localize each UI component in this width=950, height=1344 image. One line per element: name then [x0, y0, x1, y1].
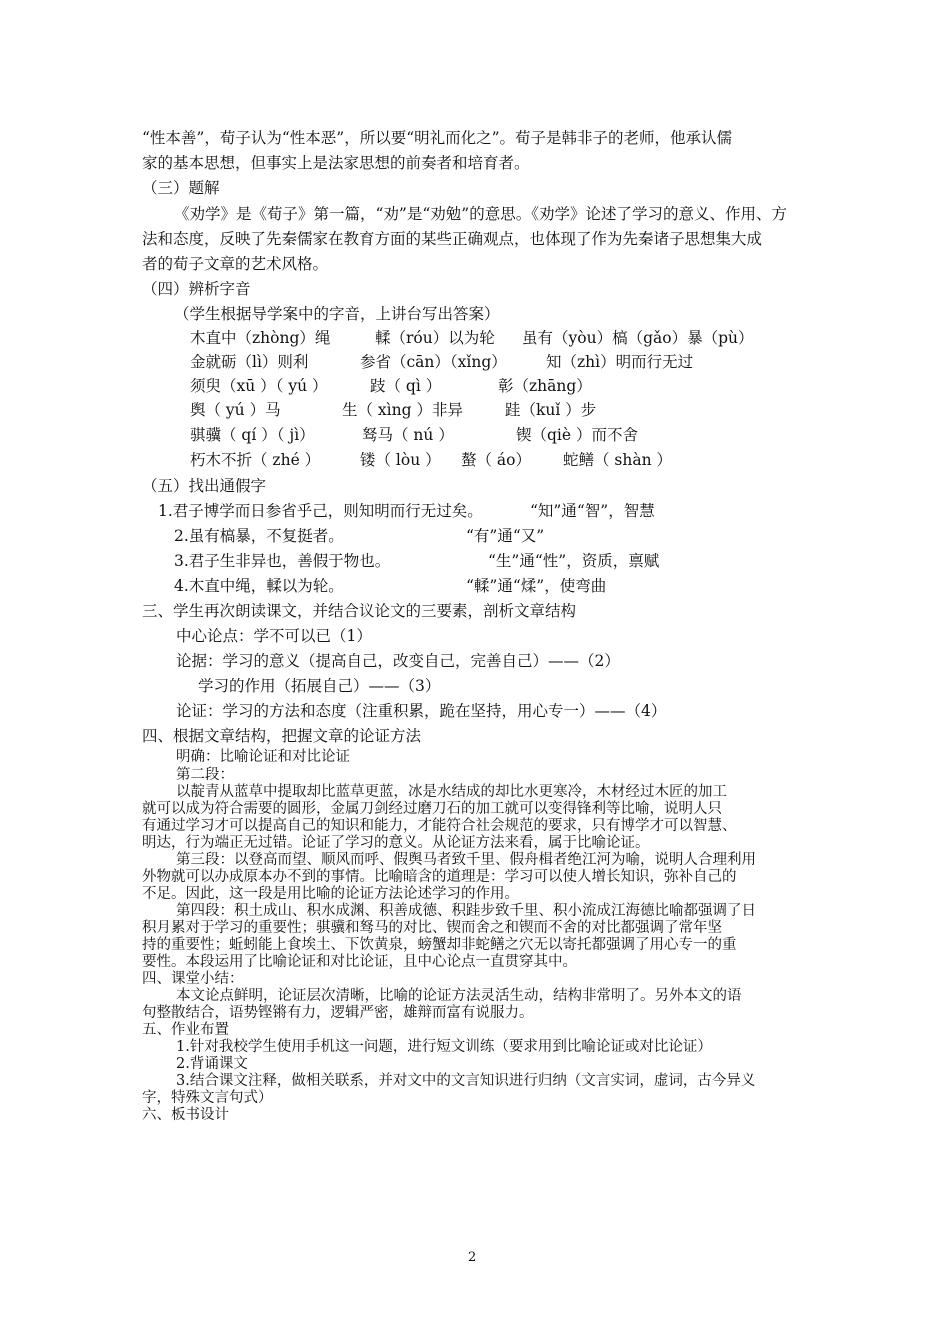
note-line: （学生根据导学案中的字音，上讲台写出答案）: [174, 305, 500, 323]
pinyin-row: [190, 423, 790, 447]
structure-line: 学习的作用（拓展自己）——（3）: [198, 677, 441, 695]
pinyin-item: 知（zhì）明而行无过: [546, 353, 694, 371]
section-heading: （三）题解: [142, 179, 220, 197]
pinyin-item: 朽木不折（ zhé ）: [190, 451, 321, 469]
pinyin-item: 虽有（yòu）槁（gǎo）暴（pù）: [522, 329, 754, 347]
pinyin-item: 生（ xìng ）非异: [342, 401, 463, 419]
summary-line: 句整散结合，语势铿锵有力，逻辑严密，雄辩而富有说服力。: [142, 1005, 534, 1021]
clarify-line: 明确：比喻论证和对比论证: [176, 749, 350, 765]
part-heading: 三、学生再次朗读课文，并结合议论文的三要素，剖析文章结构: [142, 602, 577, 620]
paragraph-line: 有通过学习才可以提高自己的知识和能力，才能符合社会规范的要求，只有博学才可以智慧、: [142, 818, 737, 834]
pinyin-item: 骐骥（ qí ）（ jì）: [190, 426, 315, 444]
pinyin-item: 驽马（ nú ）: [362, 426, 454, 444]
paragraph-line: 明达，行为端正无过错。论证了学习的意义。从论证方法来看，属于比喻论证。: [142, 835, 650, 851]
pinyin-item: 跂（ qì ）: [370, 377, 442, 395]
part-heading: 四、课堂小结：: [142, 971, 244, 987]
tongjia-note: “知”通“智”，智慧: [530, 502, 655, 520]
paragraph-line: 第四段：积土成山、积水成渊、积善成德、积跬步致千里、积小流成江海德比喻都强调了日: [176, 903, 756, 919]
tongjia-sentence: 3.君子生非异也，善假于物也。: [174, 552, 391, 570]
homework-item: 字，特殊文言句式）: [142, 1090, 273, 1106]
paragraph-line: 者的荀子文章的艺术风格。: [142, 255, 329, 273]
pinyin-item: 蛇鳝（ shàn ）: [563, 451, 673, 469]
tongjia-note: “有”通“又”: [466, 527, 545, 545]
pinyin-row: [190, 350, 790, 374]
tongjia-note: “輮”通“煣”，使弯曲: [466, 577, 607, 595]
structure-line: 论证：学习的方法和态度（注重积累，跪在坚持，用心专一）——（4）: [176, 702, 667, 720]
tongjia-sentence: 4.木直中绳，輮以为轮。: [174, 577, 344, 595]
paragraph-line: 积月累对于学习的重要性；骐骥和驽马的对比、锲而舍之和锲而不舍的对比都强调了常年坚: [142, 920, 722, 936]
pinyin-item: 舆（ yú ）马: [190, 401, 281, 419]
pinyin-item: 须臾（xū ）（ yú ）: [190, 377, 328, 395]
structure-line: 中心论点：学不可以已（1）: [176, 627, 372, 645]
pinyin-row: [190, 398, 790, 422]
paragraph-line: 就可以成为符合需要的圆形，金属刀剑经过磨刀石的加工就可以变得锋利等比喻，说明人只: [142, 801, 722, 817]
tongjia-note: “生”通“性”，资质，禀赋: [488, 552, 660, 570]
paragraph-line: 法和态度，反映了先秦儒家在教育方面的某些正确观点，也体现了作为先秦诸子思想集大成: [142, 230, 763, 248]
paragraph-line: 以靛青从蓝草中提取却比蓝草更蓝，冰是水结成的却比水更寒冷，木材经过木匠的加工: [176, 784, 727, 800]
summary-line: 本文论点鲜明，论证层次清晰，比喻的论证方法灵活生动，结构非常明了。另外本文的语: [176, 988, 742, 1004]
pinyin-item: 跬（kuǐ ）步: [505, 401, 597, 419]
pinyin-item: 金就砺（lì）则利: [190, 353, 309, 371]
pinyin-row: [190, 374, 790, 398]
pinyin-item: 彰（zhāng）: [498, 377, 592, 395]
part-heading: 六、板书设计: [142, 1107, 229, 1123]
section-heading: （四）辨析字音: [142, 280, 251, 298]
pinyin-item: 木直中（zhòng）绳: [190, 329, 331, 347]
paragraph-line: 《劝学》是《荀子》第一篇，“劝”是“劝勉”的意思。《劝学》论述了学习的意义、作用、方: [174, 205, 787, 223]
pinyin-item: 锲（qiè ）而不舍: [516, 426, 638, 444]
part-heading: 四、根据文章结构，把握文章的论证方法: [142, 727, 422, 745]
paragraph-title: 第二段：: [176, 767, 234, 783]
paragraph-line: 持的重要性；蚯蚓能上食埃土、下饮黄泉，螃蟹却非蛇鳝之穴无以寄托都强调了用心专一的重: [142, 937, 737, 953]
pinyin-row: [190, 326, 790, 350]
paragraph-line: 不足。因此，这一段是用比喻的论证方法论述学习的作用。: [142, 886, 519, 902]
homework-item: 3.结合课文注释，做相关联系，并对文中的文言知识进行归纳（文言实词，虚词，古今异义: [176, 1073, 756, 1089]
tongjia-sentence: 1.君子博学而日参省乎己，则知明而行无过矣。: [158, 502, 483, 520]
paragraph-line: 要性。本段运用了比喻论证和对比论证，且中心论点一直贯穿其中。: [142, 954, 577, 970]
intro-line: 家的基本思想，但事实上是法家思想的前奏者和培育者。: [142, 154, 530, 172]
pinyin-row: [190, 448, 790, 472]
intro-line: “性本善”，荀子认为“性本恶”，所以要“明礼而化之”。荀子是韩非子的老师，他承认儒: [142, 129, 733, 147]
homework-item: 1.针对我校学生使用手机这一问题，进行短文训练（要求用到比喻论证或对比论证）: [176, 1039, 712, 1055]
pinyin-item: 輮（róu）以为轮: [375, 329, 495, 347]
pinyin-item: 镂（ lòu ）: [360, 451, 441, 469]
paragraph-line: 外物就可以办成原本办不到的事情。比喻暗含的道理是：学习可以使人增长知识，弥补自己的: [142, 869, 737, 885]
pinyin-item: 参省（cān）（xǐng）: [360, 353, 507, 371]
pinyin-item: 螯（ áo）: [461, 451, 531, 469]
paragraph-line: 第三段：以登高而望、顺风而呼、假舆马者致千里、假舟楫者绝江河为喻，说明人合理利用: [176, 852, 756, 868]
structure-line: 论据：学习的意义（提高自己，改变自己，完善自己）——（2）: [176, 652, 620, 670]
homework-item: 2.背诵课文: [176, 1056, 248, 1072]
part-heading: 五、作业布置: [142, 1022, 229, 1038]
tongjia-sentence: 2.虽有槁暴，不复挺者。: [174, 527, 344, 545]
page-number: 2: [468, 1250, 477, 1265]
section-heading: （五）找出通假字: [142, 477, 267, 495]
